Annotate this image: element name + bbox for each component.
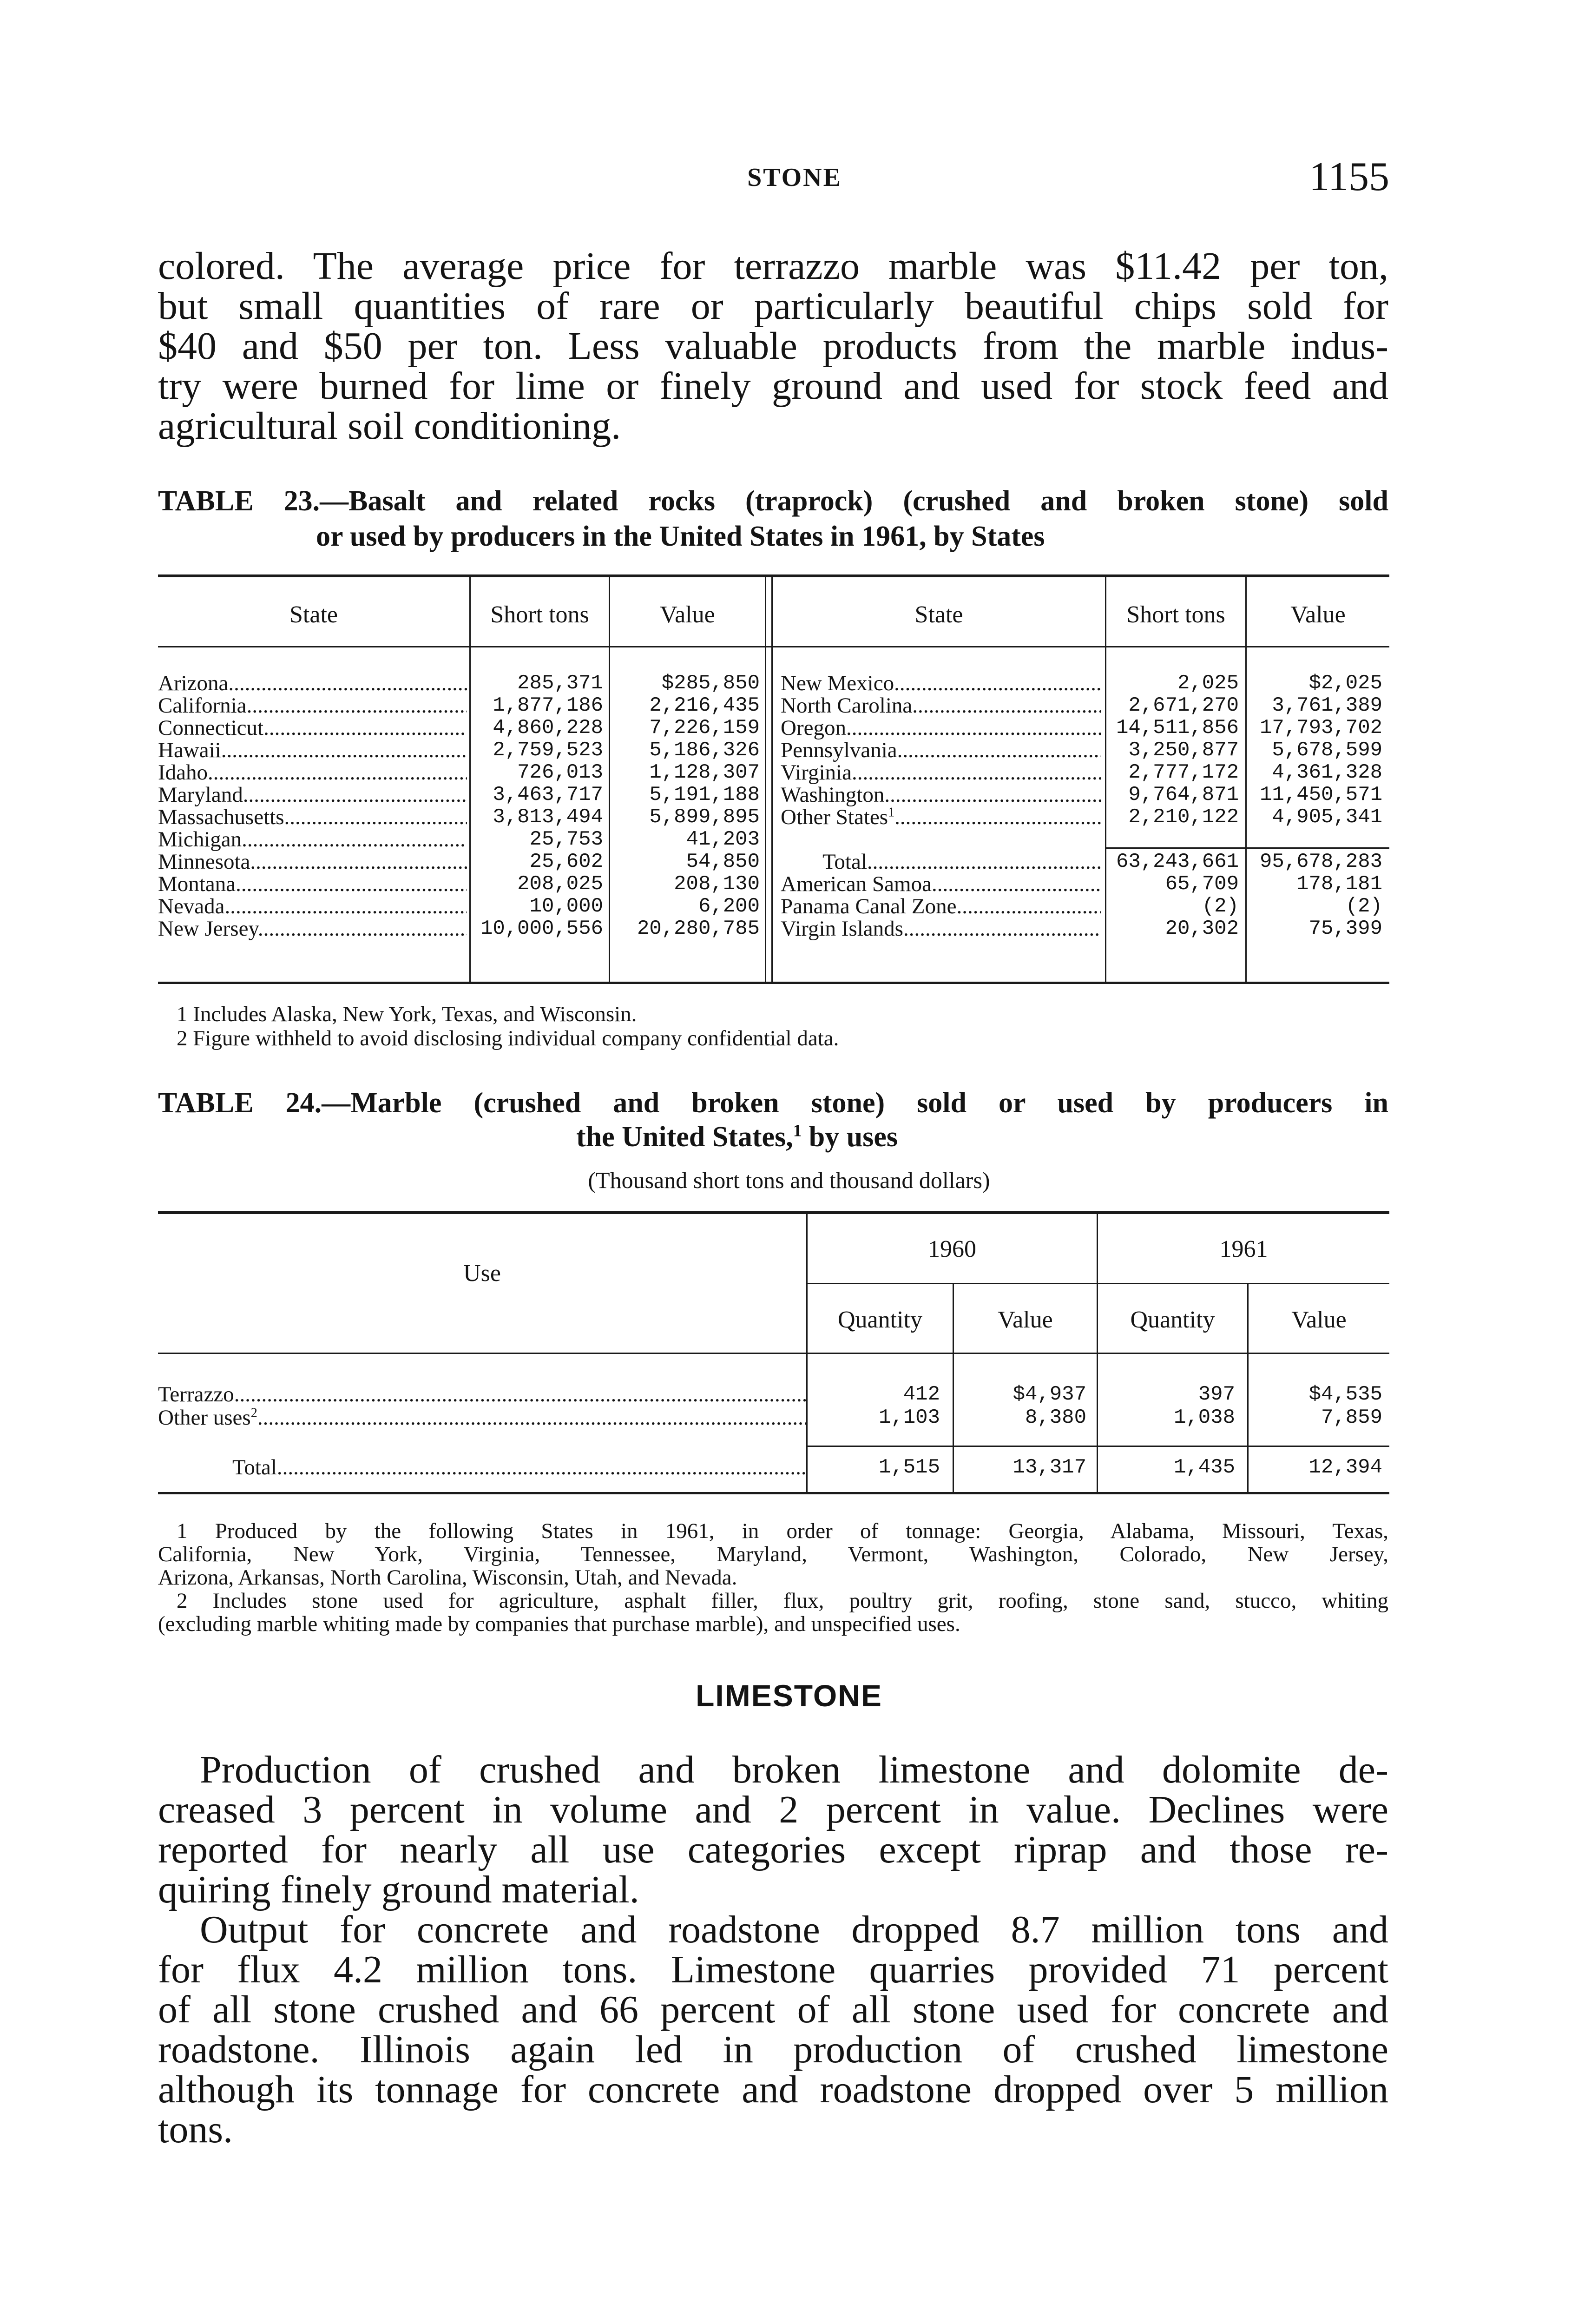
row-label-text: Virgin Islands <box>781 917 903 940</box>
table23-header-state: State <box>289 601 338 628</box>
limestone-line: Production of crushed and broken limestone and dolomite de- <box>200 1748 1388 1791</box>
running-head: STONE <box>747 163 842 192</box>
table-cell: 4,860,228 <box>493 716 603 739</box>
table24-header-use: Use <box>463 1260 501 1287</box>
row-label-text: New Jersey <box>158 917 258 940</box>
table-cell: 2,216,435 <box>649 694 760 717</box>
row-label-text: North Carolina <box>781 694 913 717</box>
row-label-text: Minnesota <box>158 850 250 873</box>
table-cell: 25,602 <box>529 850 603 873</box>
table-cell: $4,535 <box>1308 1383 1382 1406</box>
table-cell: 2,777,172 <box>1128 761 1239 784</box>
table-cell: 10,000,556 <box>480 917 603 940</box>
row-label-text: Michigan <box>158 828 242 851</box>
table-row-label <box>781 783 1101 806</box>
row-label-text: Other uses <box>158 1406 251 1429</box>
row-label-text: Hawaii <box>158 739 221 762</box>
table23-caption-line2: or used by producers in the United States in 1961, by States <box>316 521 1045 552</box>
row-label-text: Connecticut <box>158 716 264 739</box>
table-cell: 1,128,307 <box>649 761 760 784</box>
table-cell: 208,025 <box>517 872 603 896</box>
table-row-label <box>158 739 467 762</box>
table-cell: 285,371 <box>517 672 603 695</box>
table-cell: 4,361,328 <box>1272 761 1382 784</box>
limestone-line: of all stone crushed and 66 percent of all stone used for concrete and <box>158 1988 1388 2031</box>
table-row-label <box>158 917 467 940</box>
table23-header-value: Value <box>660 601 715 628</box>
table-cell: 20,280,785 <box>637 917 760 940</box>
table-row-label <box>158 850 467 873</box>
table-cell: 17,793,702 <box>1259 716 1382 739</box>
table-cell: 41,203 <box>686 828 760 851</box>
table24-footnote: Arizona, Arkansas, North Carolina, Wisconsin, Utah, and Nevada. <box>158 1565 737 1590</box>
table-row-label <box>781 694 1101 717</box>
table24-header-value: Value <box>1291 1307 1347 1333</box>
row-label-text: Montana <box>158 872 236 896</box>
table-row-label <box>158 1406 806 1429</box>
intro-line: colored. The average price for terrazzo marble was $11.42 per ton, <box>158 244 1388 288</box>
table24-header-year: 1961 <box>1219 1236 1268 1262</box>
table24-header-rule <box>158 1353 1389 1354</box>
limestone-line: quiring finely ground material. <box>158 1868 639 1911</box>
table-cell: 4,905,341 <box>1272 805 1382 829</box>
footnote-ref: 2 <box>250 1406 257 1420</box>
table24-footnote: California, New York, Virginia, Tennessee, Maryland, Vermont, Washington, Colorado, New Jersey, <box>158 1542 1388 1566</box>
table-row-label <box>158 694 467 717</box>
row-label-text: Total <box>822 850 867 873</box>
intro-line: but small quantities of rare or particularly beautiful chips sold for <box>158 284 1388 328</box>
page-number: 1155 <box>1309 154 1389 199</box>
row-label-text: Massachusetts <box>158 805 284 829</box>
table23-col-rule <box>771 577 773 982</box>
table-row-label <box>232 1456 806 1479</box>
table24-header-year: 1960 <box>928 1236 976 1262</box>
table-row-label <box>158 761 467 784</box>
intro-line: agricultural soil conditioning. <box>158 404 621 448</box>
table-cell: 208,130 <box>674 872 760 896</box>
table-row-label <box>158 828 467 851</box>
table-cell: 2,210,122 <box>1128 805 1239 829</box>
table-row-label <box>781 739 1101 762</box>
table-cell: 6,200 <box>698 895 760 918</box>
table-row-label <box>158 783 467 806</box>
row-label-text: Oregon <box>781 716 846 739</box>
table-cell: 75,399 <box>1308 917 1382 940</box>
table-cell: 3,761,389 <box>1272 694 1382 717</box>
table-row-label <box>781 917 1101 940</box>
table-cell: 5,678,599 <box>1272 739 1382 762</box>
table-row-label <box>781 716 1101 739</box>
table23-header-state: State <box>914 601 963 628</box>
table-cell: 5,186,326 <box>649 739 760 762</box>
table-cell: $2,025 <box>1308 672 1382 695</box>
table-cell: 726,013 <box>517 761 603 784</box>
table-cell: 3,250,877 <box>1128 739 1239 762</box>
table-cell: 2,025 <box>1177 672 1239 695</box>
table23-col-rule <box>765 577 766 982</box>
table-cell: $4,937 <box>1013 1383 1086 1406</box>
table23-header-short-tons: Short tons <box>1126 601 1225 628</box>
table-cell: 9,764,871 <box>1128 783 1239 806</box>
row-label-text: Other States <box>781 805 888 829</box>
table-cell: $285,850 <box>661 672 760 695</box>
intro-line: $40 and $50 per ton. Less valuable products from the marble indus- <box>158 324 1388 368</box>
table-cell: 5,899,895 <box>649 805 760 829</box>
table23-caption-line1: TABLE 23.—Basalt and related rocks (traprock) (crushed and broken stone) sold <box>158 485 1388 517</box>
table-cell: 20,302 <box>1165 917 1239 940</box>
table-cell: 5,191,188 <box>649 783 760 806</box>
row-label-text: Nevada <box>158 895 225 918</box>
footnote-ref: 1 <box>793 1121 802 1141</box>
table24-caption-line1: TABLE 24.—Marble (crushed and broken stone) sold or used by producers in <box>158 1087 1388 1119</box>
table23-total-rule <box>1106 847 1389 849</box>
row-label-text: Pennsylvania <box>781 739 897 762</box>
table24-header-value: Value <box>998 1307 1053 1333</box>
table-cell: 8,380 <box>1025 1406 1086 1429</box>
table-cell: (2) <box>1202 895 1239 918</box>
table-cell: 25,753 <box>529 828 603 851</box>
footnote-ref: 1 <box>888 805 895 820</box>
row-label-text: Total <box>232 1456 277 1479</box>
limestone-line: creased 3 percent in volume and 2 percent in value. Declines were <box>158 1788 1388 1831</box>
table-cell: 1,877,186 <box>493 694 603 717</box>
table24-footnote: 1 Produced by the following States in 1961, in order of tonnage: Georgia, Alabama, Missouri, Texas, <box>177 1519 1388 1543</box>
table-row-label <box>158 895 467 918</box>
table-row-label <box>158 672 467 695</box>
table-cell: 1,103 <box>878 1406 940 1429</box>
table-cell: 1,038 <box>1173 1406 1235 1429</box>
row-label-text: Washington <box>781 783 885 806</box>
table-cell: 3,813,494 <box>493 805 603 829</box>
table-cell: 178,181 <box>1296 872 1382 896</box>
limestone-line: Output for concrete and roadstone dropped 8.7 million tons and <box>200 1908 1388 1951</box>
table-cell: 12,394 <box>1308 1456 1382 1479</box>
limestone-line: for flux 4.2 million tons. Limestone quarries provided 71 percent <box>158 1948 1388 1991</box>
table-cell: 2,759,523 <box>493 739 603 762</box>
table-row-label <box>822 850 1101 873</box>
table-cell: 95,678,283 <box>1259 850 1382 873</box>
row-label-text: New Mexico <box>781 672 894 695</box>
table-cell: 397 <box>1198 1383 1235 1406</box>
table24-subcaption: (Thousand short tons and thousand dollars) <box>588 1167 990 1193</box>
limestone-line: although its tonnage for concrete and roadstone dropped over 5 million <box>158 2068 1388 2111</box>
table-cell: 412 <box>903 1383 940 1406</box>
table23-bottom-rule <box>158 982 1389 984</box>
table23-header-value: Value <box>1290 601 1346 628</box>
table24-top-rule <box>158 1211 1389 1214</box>
limestone-line: roadstone. Illinois again led in production of crushed limestone <box>158 2028 1388 2071</box>
table23-top-rule <box>158 574 1389 577</box>
table-cell: 10,000 <box>529 895 603 918</box>
row-label-text: Terrazzo <box>158 1383 234 1406</box>
table-cell: 7,226,159 <box>649 716 760 739</box>
table24-bottom-rule <box>158 1492 1389 1494</box>
table-row-label <box>781 805 1101 829</box>
table24-footnote: 2 Includes stone used for agriculture, asphalt filler, flux, poultry grit, roofing, stone sand, stucco, whiting <box>177 1589 1388 1613</box>
table24-caption-line2 <box>576 1119 1134 1155</box>
table-cell: 11,450,571 <box>1259 783 1382 806</box>
table-cell: 7,859 <box>1321 1406 1382 1429</box>
table23-footnote: 2 Figure withheld to avoid disclosing individual company confidential data. <box>177 1026 839 1050</box>
table-cell: 13,317 <box>1013 1456 1086 1479</box>
table24-footnote: (excluding marble whiting made by companies that purchase marble), and unspecified uses. <box>158 1612 960 1636</box>
table-row-label <box>781 895 1101 918</box>
row-label-text: Virginia <box>781 761 852 784</box>
table24-header-quantity: Quantity <box>838 1307 922 1333</box>
table-row-label <box>158 805 467 829</box>
row-label-text: Idaho <box>158 761 208 784</box>
table23-header-rule <box>158 646 1389 647</box>
table23-header-short-tons: Short tons <box>490 601 589 628</box>
table-cell: 1,515 <box>878 1456 940 1479</box>
table-cell: 63,243,661 <box>1116 850 1239 873</box>
table-cell: 65,709 <box>1165 872 1239 896</box>
table-cell: 1,435 <box>1173 1456 1235 1479</box>
row-label-text: American Samoa <box>781 872 932 896</box>
limestone-line: tons. <box>158 2108 233 2151</box>
table24-header-quantity: Quantity <box>1130 1307 1215 1333</box>
row-label-text: California <box>158 694 247 717</box>
table-row-label <box>781 872 1101 896</box>
table-cell: 54,850 <box>686 850 760 873</box>
table-row-label <box>781 672 1101 695</box>
table-row-label <box>781 761 1101 784</box>
table-cell: 14,511,856 <box>1116 716 1239 739</box>
table24-caption-text: by uses <box>802 1121 898 1153</box>
table-cell: (2) <box>1345 895 1382 918</box>
row-label-text: Panama Canal Zone <box>781 895 957 918</box>
intro-line: try were burned for lime or finely ground and used for stock feed and <box>158 364 1388 408</box>
table24-caption-text: the United States, <box>576 1121 793 1153</box>
row-label-text: Maryland <box>158 783 243 806</box>
table-row-label <box>158 872 467 896</box>
table-row-label <box>158 1383 806 1406</box>
table-cell: 2,671,270 <box>1128 694 1239 717</box>
limestone-line: reported for nearly all use categories except riprap and those re- <box>158 1828 1388 1871</box>
section-heading: LIMESTONE <box>696 1678 882 1713</box>
table23-footnote: 1 Includes Alaska, New York, Texas, and Wisconsin. <box>177 1002 637 1026</box>
row-label-text: Arizona <box>158 672 229 695</box>
table-row-label <box>158 716 467 739</box>
table-cell: 3,463,717 <box>493 783 603 806</box>
